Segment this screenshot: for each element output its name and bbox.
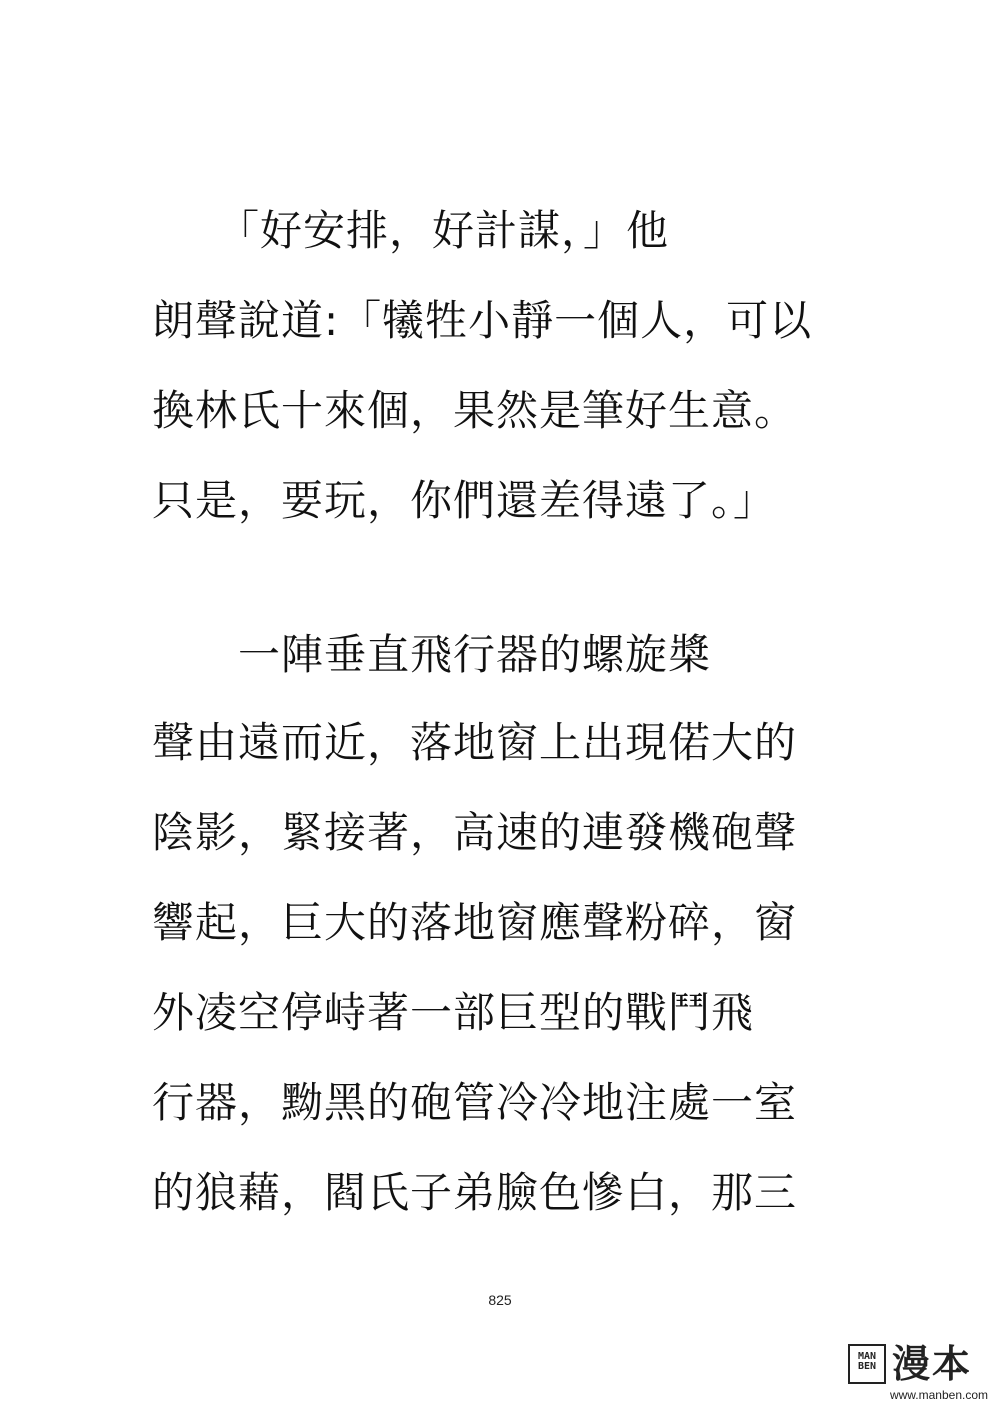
text-line: 一陣垂直飛行器的螺旋槳 bbox=[152, 630, 712, 679]
page-number: 825 bbox=[488, 1292, 512, 1308]
text-line: 聲由遠而近，落地窗上出現偌大的 bbox=[152, 718, 798, 767]
text-line: 只是，要玩，你們還差得遠了。」 bbox=[152, 476, 777, 525]
watermark-badge-top: MAN bbox=[857, 1351, 877, 1362]
text-line: 的狼藉，閻氏子弟臉色慘白，那三 bbox=[152, 1168, 798, 1217]
text-line: 外凌空停峙著一部巨型的戰鬥飛 bbox=[152, 988, 755, 1037]
watermark-badge bbox=[848, 1344, 886, 1384]
text-line: 換林氏十來個，果然是筆好生意。 bbox=[152, 386, 798, 435]
watermark-logo bbox=[848, 1342, 988, 1406]
text-line: 朗聲說道:「犧牲小靜一個人，可以 bbox=[152, 296, 813, 345]
watermark-badge-bottom: BEN bbox=[857, 1361, 877, 1372]
text-line: 「好安排，好計謀，」他 bbox=[152, 206, 670, 255]
text-line: 陰影，緊接著，高速的連發機砲聲 bbox=[152, 808, 798, 857]
text-line: 響起，巨大的落地窗應聲粉碎，窗 bbox=[152, 898, 798, 947]
watermark-title: 漫本 bbox=[892, 1342, 973, 1386]
watermark-url: www.manben.com bbox=[889, 1388, 988, 1402]
text-line: 行器，黝黑的砲管冷冷地注處一室 bbox=[152, 1078, 798, 1127]
